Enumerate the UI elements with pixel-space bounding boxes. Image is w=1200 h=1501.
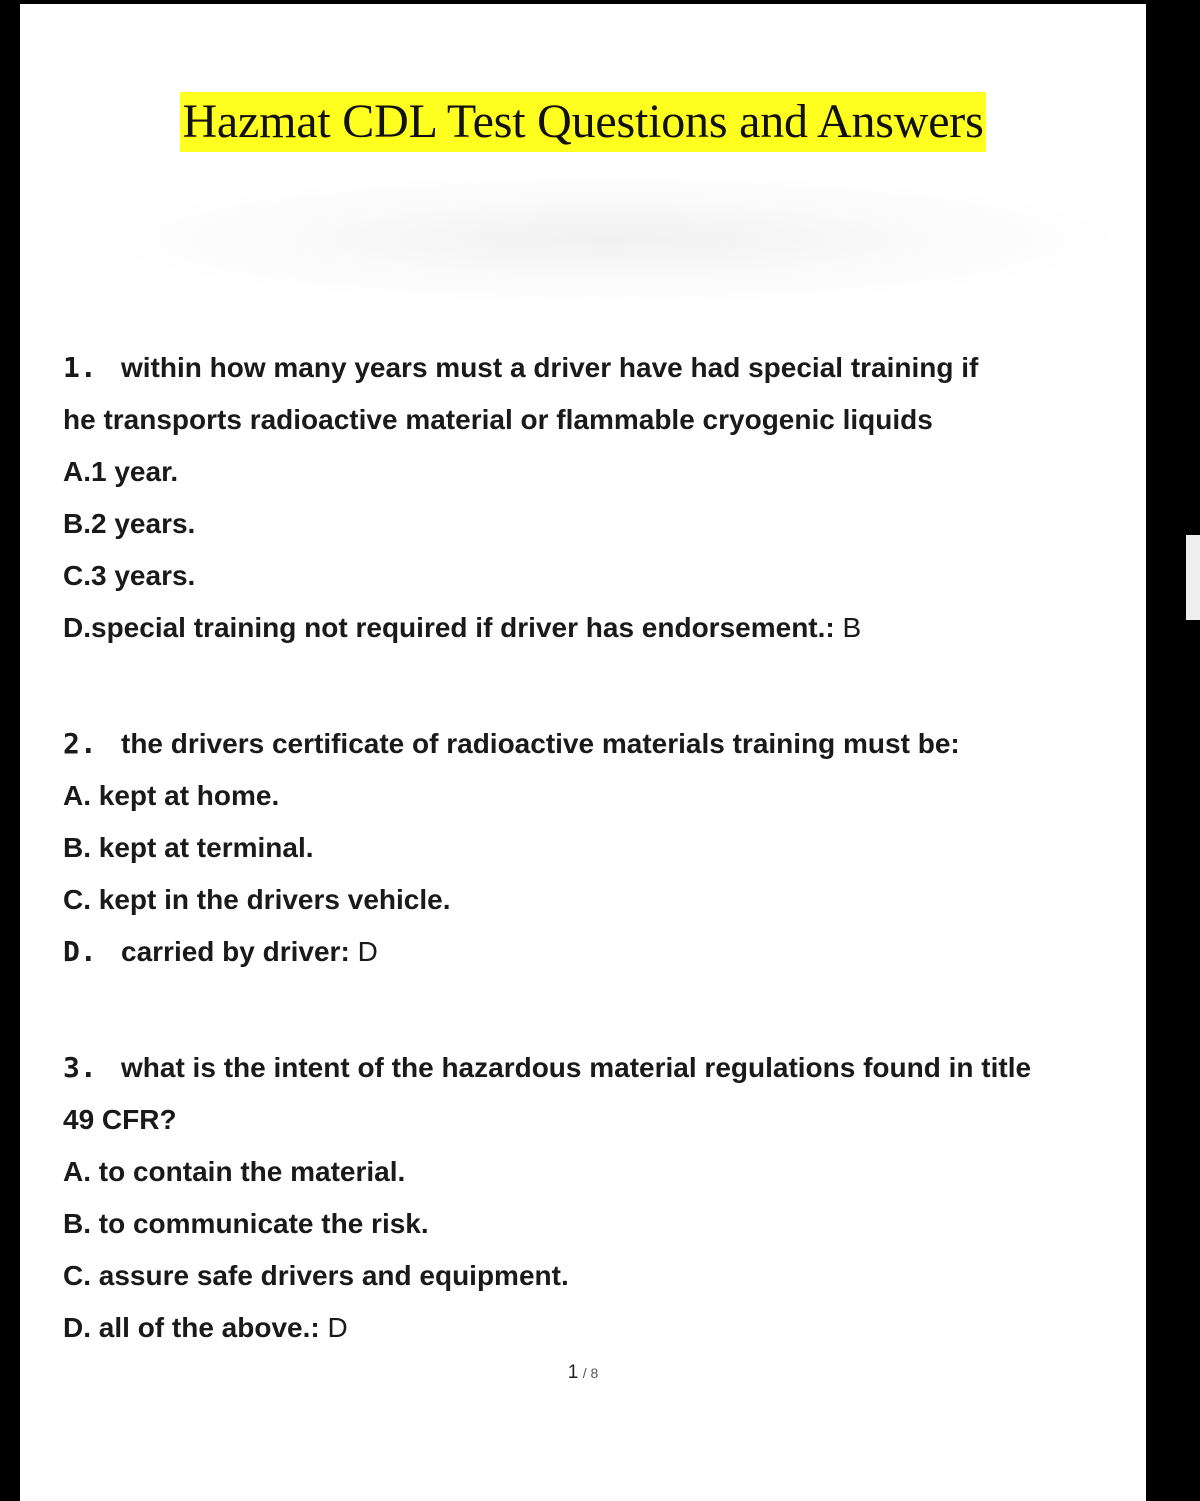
question-text: within how many years must a driver have had special training if [121,352,979,383]
option-text: C.3 years. [63,560,196,591]
option-d [63,926,1133,978]
title-container [20,92,1146,152]
question-list [63,342,1133,1354]
option-text: A. kept at home. [63,780,280,811]
question-2 [63,718,1133,978]
option-text: A. to contain the material. [63,1156,406,1187]
option-b [63,1198,1133,1250]
option-a [63,770,1133,822]
answer-key: D [357,936,378,967]
page-indicator [20,1362,1146,1384]
option-text: D.special training not required if driver has endorsement.: [63,612,835,643]
question-number: 3. [63,1051,97,1084]
option-text: C. assure safe drivers and equipment. [63,1260,569,1291]
spacer [63,978,1133,1042]
total-pages: / 8 [582,1365,599,1381]
question-3-line-1 [63,1042,1133,1094]
option-text: C. kept in the drivers vehicle. [63,884,451,915]
option-d [63,1302,1133,1354]
question-3-line-2 [63,1094,1133,1146]
question-number: 2. [63,727,97,760]
question-2-line-1 [63,718,1133,770]
question-text: 49 CFR? [63,1104,177,1135]
question-1-line-1 [63,342,1133,394]
option-text: B.2 years. [63,508,196,539]
option-c [63,550,1133,602]
question-1 [63,342,1133,654]
question-text: he transports radioactive material or flammable cryogenic liquids [63,404,933,435]
answer-key: D [327,1312,348,1343]
option-c [63,1250,1133,1302]
option-text: D. all of the above.: [63,1312,320,1343]
option-a [63,1146,1133,1198]
option-text: B. kept at terminal. [63,832,314,863]
option-b [63,498,1133,550]
question-text: the drivers certificate of radioactive materials training must be: [121,728,960,759]
option-text: A.1 year. [63,456,179,487]
document-page[interactable] [20,4,1146,1501]
next-page-edge [1186,535,1200,620]
answer-key: B [842,612,862,643]
option-d [63,602,1133,654]
spacer [63,654,1133,718]
option-text: carried by driver: [121,936,350,967]
current-page-number: 1 [567,1362,579,1383]
option-a [63,446,1133,498]
question-number: 1. [63,351,97,384]
question-text: what is the intent of the hazardous material regulations found in title [121,1052,1032,1083]
option-c [63,874,1133,926]
redacted-smudge [110,174,1110,304]
question-1-line-2 [63,394,1133,446]
option-text: B. to communicate the risk. [63,1208,429,1239]
document-title: Hazmat CDL Test Questions and Answers [180,92,985,152]
option-prefix: D. [63,935,97,968]
question-3 [63,1042,1133,1354]
option-b [63,822,1133,874]
